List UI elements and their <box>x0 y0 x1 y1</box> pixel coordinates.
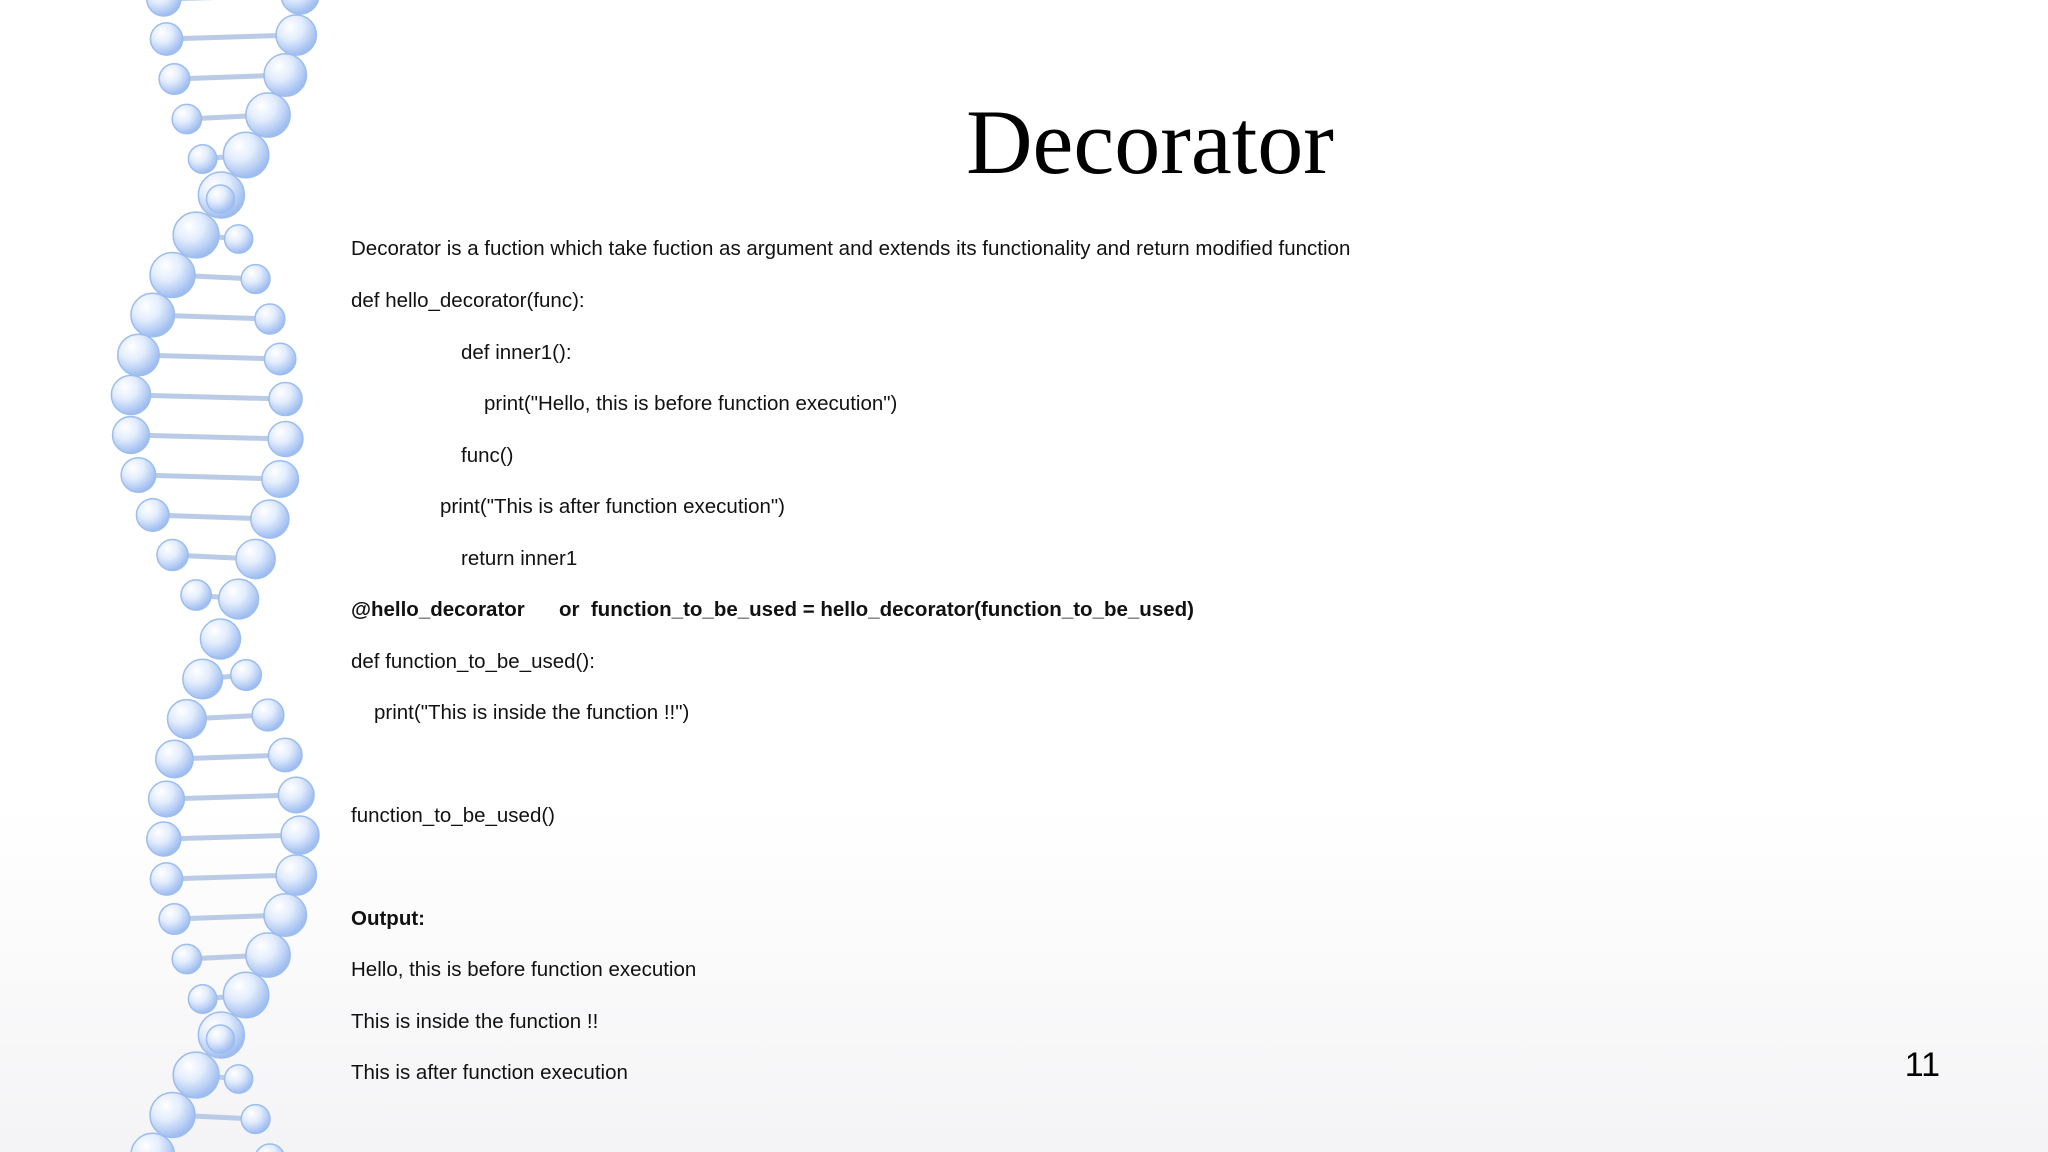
dna-sphere <box>159 64 190 95</box>
dna-sphere <box>200 619 240 659</box>
dna-sphere <box>231 660 262 691</box>
code-line-def-function: def function_to_be_used(): <box>351 650 595 673</box>
output-line: This is after function execution <box>351 1061 628 1084</box>
dna-sphere <box>241 265 270 294</box>
code-line-return: return inner1 <box>461 547 578 570</box>
dna-sphere <box>181 580 211 610</box>
dna-sphere <box>150 23 182 55</box>
dna-sphere <box>150 1093 195 1138</box>
dna-sphere <box>276 855 316 895</box>
dna-sphere <box>251 500 289 538</box>
dna-sphere <box>150 863 182 895</box>
dna-sphere <box>113 417 150 454</box>
dna-sphere <box>252 699 284 731</box>
dna-sphere <box>136 499 169 532</box>
dna-bond <box>167 795 297 799</box>
dna-sphere <box>225 225 253 253</box>
dna-sphere <box>264 894 307 937</box>
dna-sphere <box>183 659 223 699</box>
dna-sphere <box>264 54 307 97</box>
dna-sphere <box>225 1065 253 1093</box>
dna-sphere <box>172 104 201 133</box>
dna-sphere <box>147 822 181 856</box>
dna-sphere <box>281 0 319 14</box>
dna-sphere <box>219 579 259 619</box>
output-line: This is inside the function !! <box>351 1010 599 1033</box>
dna-sphere <box>150 253 195 298</box>
dna-sphere <box>156 740 193 777</box>
dna-sphere <box>262 461 299 498</box>
code-line-func-call: func() <box>461 444 514 467</box>
dna-sphere <box>278 777 314 813</box>
code-line-print-after: print("This is after function execution") <box>440 495 785 518</box>
dna-sphere <box>268 422 303 457</box>
dna-sphere <box>157 539 188 570</box>
dna-sphere <box>188 985 216 1013</box>
dna-sphere <box>223 132 268 177</box>
dna-sphere <box>281 816 319 854</box>
dna-bond <box>131 435 286 439</box>
dna-sphere <box>255 1144 285 1152</box>
dna-sphere <box>206 185 234 213</box>
dna-helix-image <box>0 0 340 1152</box>
output-heading: Output: <box>351 907 425 930</box>
slide-number: 11 <box>1904 1046 1940 1084</box>
code-line-def-inner: def inner1(): <box>461 341 572 364</box>
code-line-function-call: function_to_be_used() <box>351 804 556 827</box>
dna-sphere <box>167 700 206 739</box>
dna-sphere <box>111 375 150 414</box>
dna-bond <box>138 475 280 479</box>
dna-sphere <box>276 15 316 55</box>
slide-title: Decorator <box>966 91 1334 193</box>
dna-sphere <box>246 93 290 137</box>
dna-sphere <box>147 0 181 16</box>
dna-sphere <box>173 212 219 258</box>
dna-sphere <box>159 904 190 935</box>
code-line-print-inside: print("This is inside the function !!") <box>374 701 690 724</box>
dna-sphere <box>246 933 290 977</box>
dna-sphere <box>121 458 156 493</box>
dna-sphere <box>172 944 201 973</box>
dna-sphere <box>264 343 295 374</box>
dna-sphere <box>149 781 185 817</box>
dna-sphere <box>255 304 285 334</box>
dna-sphere <box>223 972 268 1017</box>
dna-sphere <box>131 293 174 336</box>
dna-sphere <box>173 1052 219 1098</box>
dna-sphere <box>118 334 159 375</box>
dna-bond <box>131 395 286 399</box>
intro-text: Decorator is a fuction which take fuction as argument and extends its functionality and return modified function <box>351 237 1351 260</box>
output-line: Hello, this is before function execution <box>351 958 697 981</box>
dna-sphere <box>236 539 275 578</box>
dna-sphere <box>268 738 301 771</box>
dna-sphere <box>188 145 216 173</box>
code-line-decorator-usage: @hello_decorator or function_to_be_used = hello_decorator(function_to_be_used) <box>351 598 1194 621</box>
code-line-def-decorator: def hello_decorator(func): <box>351 289 585 312</box>
dna-sphere <box>269 382 302 415</box>
dna-bond <box>164 835 300 839</box>
dna-sphere <box>241 1105 270 1134</box>
code-line-print-before: print("Hello, this is before function execution") <box>484 392 898 415</box>
dna-sphere <box>206 1025 234 1053</box>
